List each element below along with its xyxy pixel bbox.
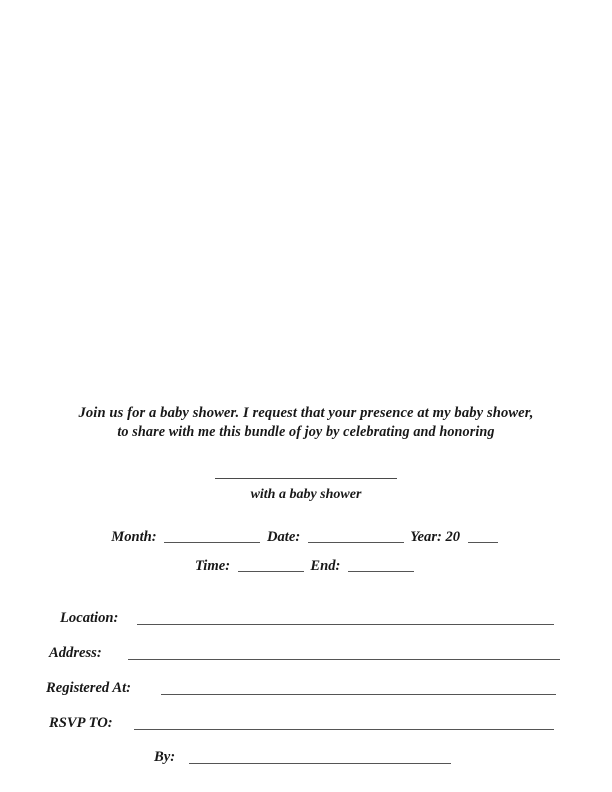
invitation-body [0, 404, 612, 575]
rsvp-to-input-blank[interactable] [134, 728, 554, 730]
signature-row [0, 742, 612, 772]
honoree-name-block [0, 461, 612, 503]
rsvp-to-label: RSVP TO: [49, 715, 113, 731]
date-label: Date: [266, 529, 301, 545]
honoree-name-blank[interactable] [215, 477, 397, 479]
time-fields-row [0, 558, 612, 575]
honoree-caption: with a baby shower [250, 487, 362, 502]
rsvp-to-row [0, 703, 612, 738]
location-label: Location: [60, 610, 119, 626]
registered-at-row [0, 668, 612, 703]
form-rows-group [0, 598, 612, 738]
address-label: Address: [49, 645, 102, 661]
end-label: End: [310, 558, 341, 574]
by-label: By: [154, 749, 176, 765]
time-label: Time: [194, 558, 231, 574]
location-row [0, 598, 612, 633]
invitation-intro-text [0, 404, 612, 442]
address-row [0, 633, 612, 668]
date-input-blank[interactable] [308, 541, 404, 543]
year-input-blank[interactable] [468, 541, 498, 543]
invitation-intro-line-2: to share with me this bundle of joy by celebrating and honoring [117, 424, 495, 440]
month-label: Month: [111, 529, 157, 545]
address-input-blank[interactable] [128, 658, 560, 660]
registered-at-input-blank[interactable] [161, 693, 556, 695]
registered-at-label: Registered At: [46, 680, 131, 696]
invitation-intro-line-1: Join us for a baby shower. I request that your presence at my baby shower, [78, 405, 534, 421]
end-input-blank[interactable] [348, 570, 414, 572]
month-input-blank[interactable] [164, 541, 260, 543]
date-fields-row [0, 529, 612, 546]
by-input-blank[interactable] [189, 762, 451, 764]
location-input-blank[interactable] [137, 623, 554, 625]
year-label: Year: 20 [410, 529, 461, 545]
time-input-blank[interactable] [238, 570, 304, 572]
